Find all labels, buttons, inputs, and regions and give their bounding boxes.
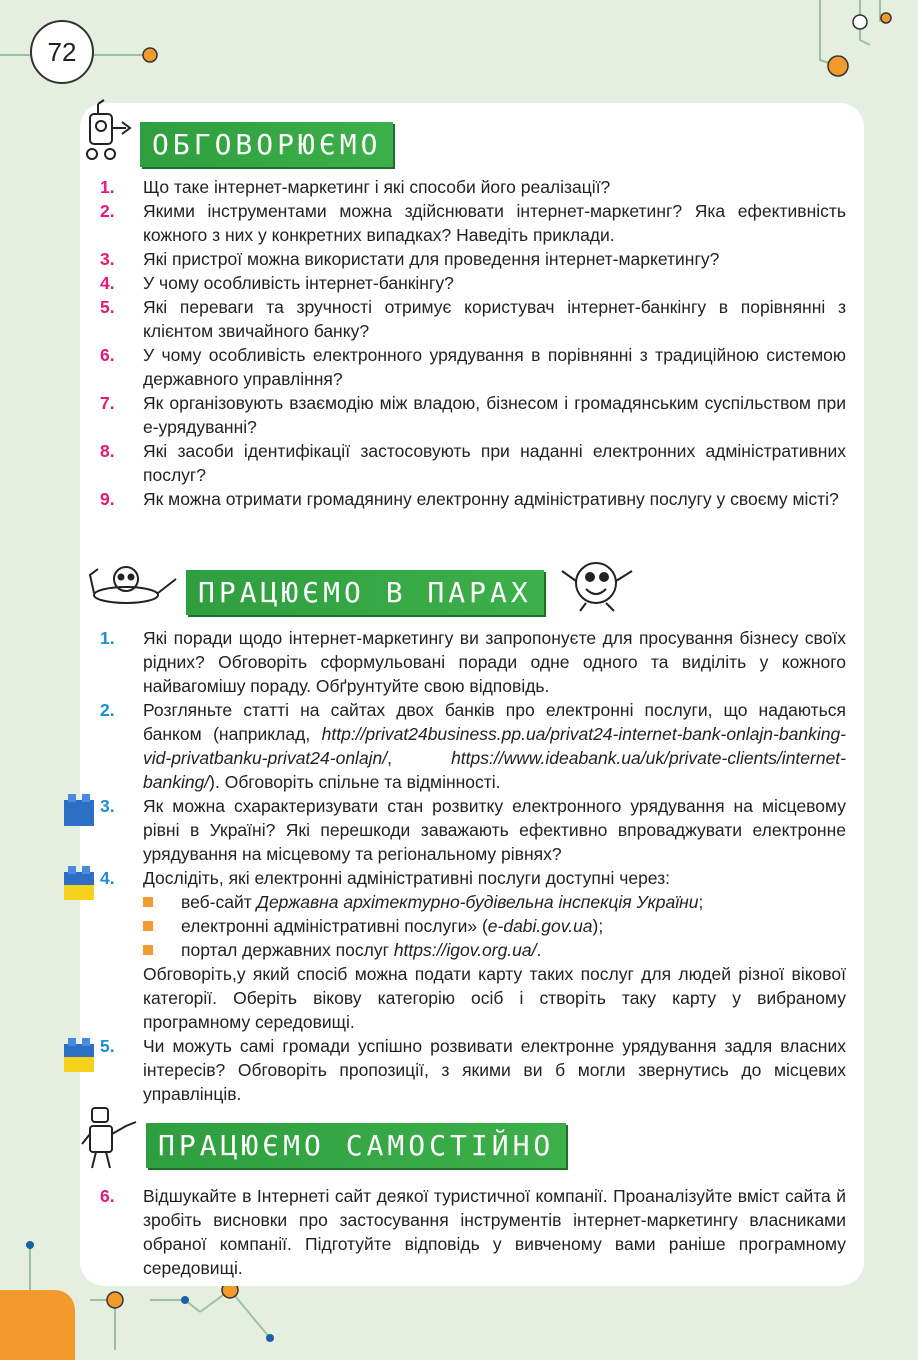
list-item [100, 343, 846, 391]
list-item [100, 439, 846, 487]
item-text: Які пристрої можна використати для проведення інтернет-маркетингу? [143, 249, 720, 269]
orange-corner-block [0, 1290, 75, 1360]
list-item [100, 271, 846, 295]
item-number: 6. [100, 345, 115, 365]
item-text: Які засоби ідентифікації застосовують при наданні електронних адміністративних послуг? [143, 441, 846, 485]
item-number: 7. [100, 393, 115, 413]
item-text: Якими інструментами можна здійснювати інтернет-маркетинг? Яка ефективність кожного з них у конкретних випадках? Наведіть приклади. [143, 201, 846, 245]
circuit-node-dot [828, 56, 848, 76]
item-text: ). Обговоріть спільне та відмінності. [209, 772, 501, 792]
pairs-tasks-list [100, 626, 846, 1106]
bullet-item: портал державних послуг https://igov.org.ua/. [143, 938, 846, 962]
item-number: 6. [100, 1186, 115, 1206]
circuit-node-dot [853, 15, 867, 29]
list-item [100, 175, 846, 199]
robot-mascot-icon [80, 1104, 142, 1174]
item-text: , [387, 748, 452, 768]
bullet-item: електронні адміністративні послуги» (e-dabi.gov.ua); [143, 914, 846, 938]
list-item [100, 247, 846, 271]
list-item [100, 794, 846, 866]
item-number: 4. [100, 273, 115, 293]
bullet-item: веб-сайт Державна архітектурно-будівельна інспекція України; [143, 890, 846, 914]
independent-tasks-list [100, 1184, 846, 1280]
list-item [100, 295, 846, 343]
list-item [100, 698, 846, 794]
discuss-questions-list [100, 175, 846, 511]
item-number: 1. [100, 628, 115, 648]
germ-monster-mascot-icon [556, 553, 640, 613]
item-text: Як можна отримати громадянину електронну адміністративну послугу у своєму місті? [143, 489, 839, 509]
section-heading-pairs: ПРАЦЮЄМО В ПАРАХ [186, 570, 544, 615]
item-number: 2. [100, 201, 115, 221]
item-text: Обговоріть,у який спосіб можна подати карту таких послуг для людей різної вікової категорії. Оберіть вікову категорію осіб і створіть таку карту у вибраному програмному середовищі. [143, 964, 846, 1032]
lego-brick-blue-yellow-icon [62, 862, 96, 902]
item-number: 4. [100, 868, 115, 888]
item-text: Які поради щодо інтернет-маркетингу ви запропонуєте для просування бізнесу своїх рідних? Обговоріть сформульовані поради одне одного та виділіть у кожного найвагомішу пораду. Обґрунтуйте свою відповідь. [143, 628, 846, 696]
circuit-node-dot [107, 1292, 123, 1308]
list-item [100, 866, 846, 1034]
item-number: 9. [100, 489, 115, 509]
bullet-list [143, 890, 846, 962]
circuit-node-dot [181, 1296, 189, 1304]
item-text: Дослідіть, які електронні адміністративні послуги доступні через: [143, 868, 671, 888]
item-text: У чому особливість електронного урядування в порівнянні з традиційною системою державного управління? [143, 345, 846, 389]
circuit-node-dot [266, 1334, 274, 1342]
circuit-node-dot [26, 1241, 34, 1249]
list-item [100, 487, 846, 511]
item-text: Як організовують взаємодію між владою, бізнесом і громадянським суспільством при е-урядуванні? [143, 393, 846, 437]
item-text: Що таке інтернет-маркетинг і які способи його реалізації? [143, 177, 611, 197]
list-item [100, 391, 846, 439]
item-number: 8. [100, 441, 115, 461]
item-text: Розгляньте статті на сайтах двох банків про електронні послуги, що надаються банком (наприклад, [143, 700, 846, 744]
item-number: 3. [100, 796, 115, 816]
item-text: Відшукайте в Інтернеті сайт деякої туристичної компанії. Проаналізуйте вміст сайта й зробіть висновки про застосування інструментів інтернет-маркетингу власниками обраної компанії. Підготуйте відповідь у вивченому вами раніше програмному середовищі. [143, 1186, 846, 1278]
lego-brick-blue-icon [62, 790, 96, 830]
list-item [100, 1184, 846, 1280]
list-item [100, 199, 846, 247]
item-number: 5. [100, 1036, 115, 1056]
ufo-robot-mascot-icon [86, 555, 181, 610]
section-heading-independent: ПРАЦЮЄМО САМОСТІЙНО [146, 1123, 566, 1168]
circuit-node-dot [881, 13, 891, 23]
section-heading-discuss: ОБГОВОРЮЄМО [140, 122, 393, 167]
page-number: 72 [30, 20, 94, 84]
robot-mascot-icon [78, 98, 136, 162]
list-item [100, 1034, 846, 1106]
item-text: Як можна схарактеризувати стан розвитку електронного урядування на місцевому рівні в Україні? Які перешкоди заважають ефективно впроваджувати електронне урядування на місцевому та регіональному рівнях? [143, 796, 846, 864]
item-number: 5. [100, 297, 115, 317]
item-text: У чому особливість інтернет-банкінгу? [143, 273, 454, 293]
list-item [100, 626, 846, 698]
circuit-node-dot [143, 48, 157, 62]
item-number: 1. [100, 177, 115, 197]
lego-brick-blue-yellow-icon [62, 1034, 96, 1074]
item-text: Які переваги та зручності отримує користувач інтернет-банкінгу в порівнянні з клієнтом звичайного банку? [143, 297, 846, 341]
item-text: Чи можуть самі громади успішно розвивати електронне урядування задля власних інтересів? Обговоріть пропозиції, з якими ви б могли звернутись до місцевих управлінців. [143, 1036, 846, 1104]
bank-link: http://privat24business.pp.ua/privat24-internet-bank-onlajn-banking-vid-privatbanku-privat24-onlajn/ [143, 724, 846, 768]
item-number: 3. [100, 249, 115, 269]
item-number: 2. [100, 700, 115, 720]
bank-link: https://www.ideabank.ua/uk/private-clients/internet-banking/ [143, 748, 846, 792]
